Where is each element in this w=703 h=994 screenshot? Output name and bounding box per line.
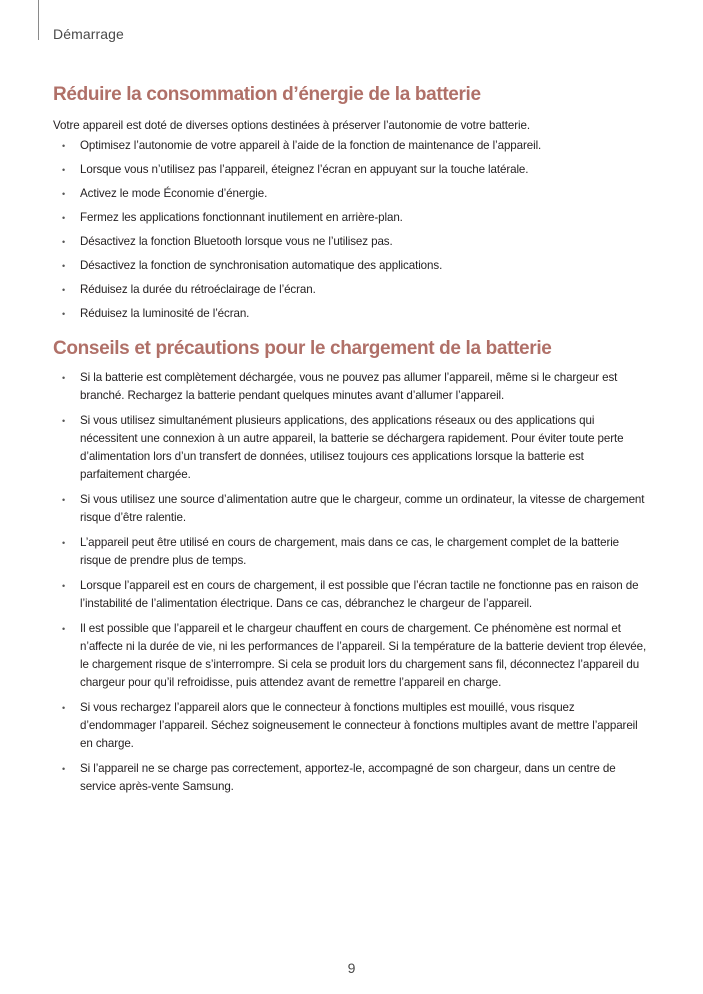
section-title-battery-saving: Réduire la consommation d’énergie de la batterie	[53, 84, 481, 105]
bullet-icon: •	[62, 141, 66, 151]
section-intro: Votre appareil est doté de diverses options destinées à préserver l’autonomie de votre batterie.	[53, 119, 530, 132]
list-item-text: Si vous utilisez une source d’alimentation autre que le chargeur, comme un ordinateur, la vitesse de chargement risque d’être ralentie.	[80, 493, 645, 524]
bullet-icon: •	[62, 237, 66, 247]
list-item	[53, 305, 649, 323]
battery-tips-list	[53, 137, 649, 323]
bullet-icon: •	[62, 703, 66, 713]
list-item-text: Si vous utilisez simultanément plusieurs applications, des applications réseaux ou des applications qui nécessitent une connexion à un autre appareil, la batterie se déchargera rapidement. Pour éviter toute perte d’alimentation lors d’un transfert de données, utilisez toujours ces applications lorsque la batterie est parfaitement chargée.	[80, 414, 624, 481]
list-item	[53, 161, 649, 179]
list-item-text: Lorsque l’appareil est en cours de chargement, il est possible que l’écran tactile ne fonctionne pas en raison de l’instabilité de l’alimentation électrique. Dans ce cas, débranchez le chargeur de l’appareil.	[80, 579, 639, 610]
list-item-text: L’appareil peut être utilisé en cours de chargement, mais dans ce cas, le chargement complet de la batterie risque de prendre plus de temps.	[80, 536, 620, 567]
list-item	[53, 281, 649, 299]
list-item-text: Lorsque vous n’utilisez pas l’appareil, éteignez l’écran en appuyant sur la touche latérale.	[80, 163, 529, 176]
list-item-text: Optimisez l’autonomie de votre appareil à l’aide de la fonction de maintenance de l’appareil.	[80, 139, 542, 152]
list-item-text: Si vous rechargez l’appareil alors que le connecteur à fonctions multiples est mouillé, vous risquez d’endommager l’appareil. Séchez soigneusement le connecteur à fonctions multiples avant de mettre l’appareil en charge.	[80, 701, 638, 750]
bullet-icon: •	[62, 416, 66, 426]
bullet-icon: •	[62, 373, 66, 383]
section-title-charging-tips: Conseils et précautions pour le chargement de la batterie	[53, 338, 552, 359]
list-item	[53, 233, 649, 251]
list-item	[53, 369, 649, 405]
page-number: 9	[347, 960, 356, 976]
bullet-icon: •	[62, 624, 66, 634]
section-header: Démarrage	[53, 26, 124, 42]
list-item-text: Activez le mode Économie d’énergie.	[80, 187, 268, 200]
list-item	[53, 185, 649, 203]
bullet-icon: •	[62, 165, 66, 175]
list-item-text: Désactivez la fonction Bluetooth lorsque vous ne l’utilisez pas.	[80, 235, 393, 248]
list-item	[53, 699, 649, 753]
list-item-text: Si l’appareil ne se charge pas correctement, apportez-le, accompagné de son chargeur, dans un centre de service après-vente Samsung.	[80, 762, 616, 793]
list-item-text: Désactivez la fonction de synchronisation automatique des applications.	[80, 259, 443, 272]
list-item-text: Réduisez la durée du rétroéclairage de l’écran.	[80, 283, 316, 296]
list-item-text: Fermez les applications fonctionnant inutilement en arrière-plan.	[80, 211, 403, 224]
list-item	[53, 209, 649, 227]
bullet-icon: •	[62, 285, 66, 295]
bullet-icon: •	[62, 538, 66, 548]
bullet-icon: •	[62, 309, 66, 319]
list-item	[53, 534, 649, 570]
list-item	[53, 620, 649, 692]
list-item-text: Si la batterie est complètement déchargée, vous ne pouvez pas allumer l’appareil, même si le chargeur est branché. Rechargez la batterie pendant quelques minutes avant d’allumer l’appareil.	[80, 371, 618, 402]
list-item	[53, 257, 649, 275]
bullet-icon: •	[62, 764, 66, 774]
list-item-text: Réduisez la luminosité de l’écran.	[80, 307, 250, 320]
list-item	[53, 412, 649, 484]
bullet-icon: •	[62, 213, 66, 223]
bullet-icon: •	[62, 581, 66, 591]
bullet-icon: •	[62, 495, 66, 505]
bullet-icon: •	[62, 189, 66, 199]
header-rule	[38, 0, 39, 40]
list-item	[53, 577, 649, 613]
list-item	[53, 760, 649, 796]
charging-advice-list	[53, 369, 649, 796]
list-item-text: Il est possible que l’appareil et le chargeur chauffent en cours de chargement. Ce phénomène est normal et n’affecte ni la durée de vie, ni les performances de l’appareil. Si la température de la batterie devient trop élevée, le chargement risque de s’interrompre. Si cela se produit lors du chargement sans fil, déconnectez l’appareil du chargeur pour qu’il refroidisse, puis attendez avant de remettre l’appareil en charge.	[80, 622, 647, 689]
page-content	[53, 83, 649, 803]
list-item	[53, 137, 649, 155]
bullet-icon: •	[62, 261, 66, 271]
list-item	[53, 491, 649, 527]
